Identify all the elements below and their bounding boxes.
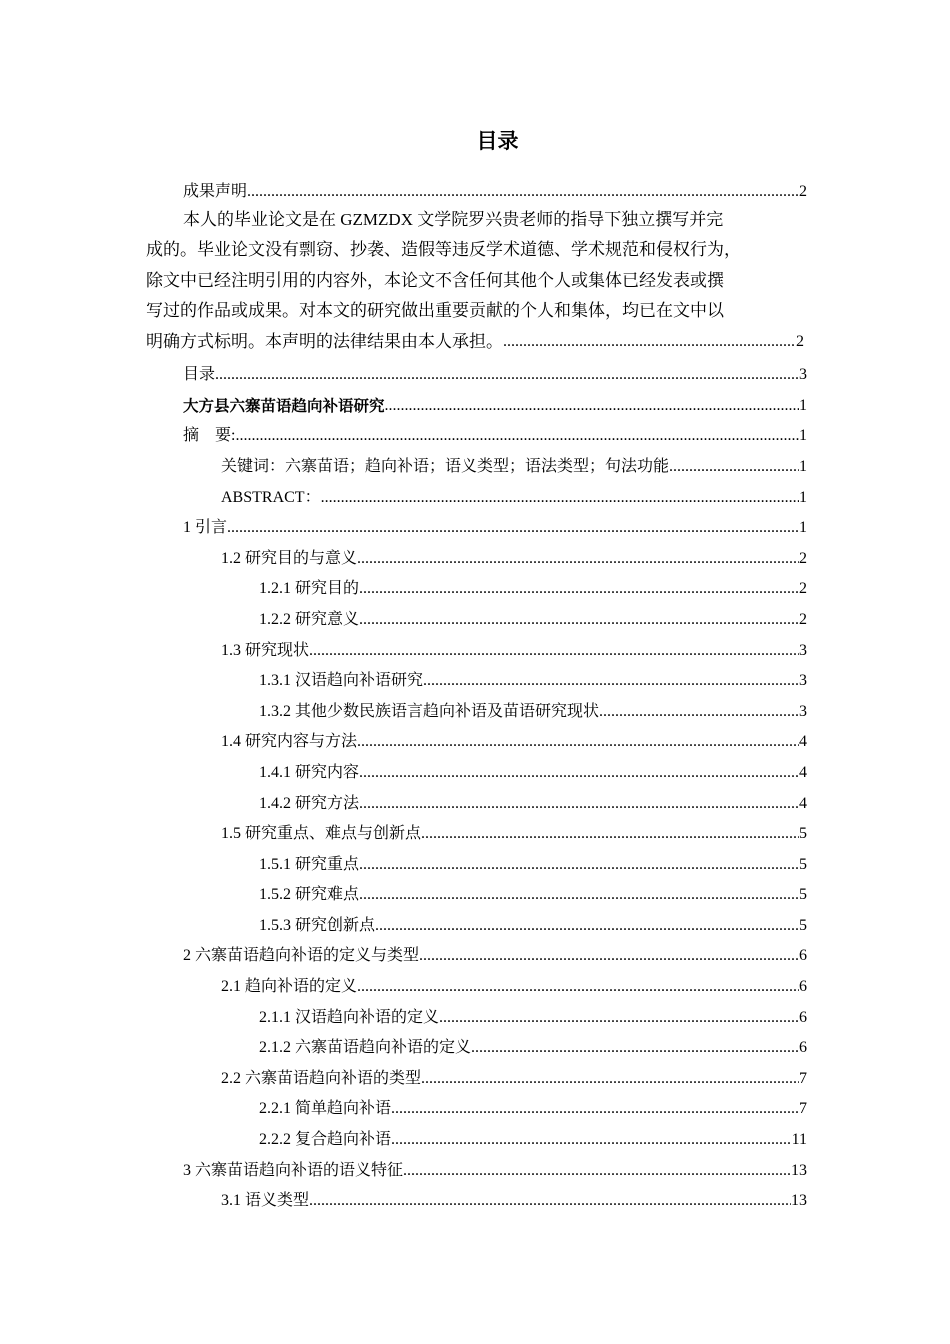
toc-entry-page: 4 [799, 733, 807, 751]
dot-leader [359, 609, 799, 631]
toc-entry[interactable] [0, 694, 950, 725]
toc-entry[interactable] [0, 602, 950, 633]
dot-leader [503, 327, 796, 358]
toc-entry[interactable] [0, 1000, 950, 1031]
dot-leader [321, 487, 799, 509]
toc-entry-statement[interactable] [0, 174, 950, 205]
toc-entry[interactable] [0, 633, 950, 664]
toc-entry-page: 11 [791, 1131, 807, 1149]
statement-text: 本人的毕业论文是在 GZMZDX 文学院罗兴贵老师的指导下独立撰写并完 [183, 209, 724, 229]
toc-entry-page: 1 [799, 488, 807, 506]
statement-text: 明确方式标明。本声明的法律结果由本人承担。 [146, 331, 503, 351]
toc-entry-page: 6 [799, 1008, 807, 1026]
toc-entry-page: 13 [791, 1161, 807, 1179]
toc-entry[interactable] [0, 847, 950, 878]
dot-leader [669, 456, 799, 478]
toc-entry-label: 1.4.2 研究方法 [259, 794, 360, 812]
toc-entry-label: 大方县六寨苗语趋向补语研究 [183, 396, 385, 415]
toc-entry[interactable] [0, 786, 950, 817]
toc-entry-label: 1.5.3 研究创新点 [259, 916, 376, 934]
statement-text: 成的。毕业论文没有剽窃、抄袭、造假等违反学术道德、学术规范和侵权行为， [146, 240, 741, 260]
toc-entry[interactable] [0, 1122, 950, 1153]
toc-entry-label: 2.2 六寨苗语趋向补语的类型 [221, 1069, 422, 1087]
dot-leader [419, 945, 799, 967]
statement-text: 除文中已经注明引用的内容外，本论文不含任何其他个人或集体已经发表或撰 [146, 270, 724, 290]
statement-line [146, 296, 807, 327]
toc-entry-label: 2.1.2 六寨苗语趋向补语的定义 [259, 1039, 472, 1057]
toc-entry-label: 目录 [183, 366, 216, 384]
toc-entry[interactable] [0, 449, 950, 480]
dot-leader [359, 578, 799, 600]
toc-entry[interactable] [0, 541, 950, 572]
toc-entry-page: 4 [799, 763, 807, 781]
toc-entry[interactable] [0, 1031, 950, 1062]
dot-leader [423, 670, 799, 692]
dot-leader [359, 884, 799, 906]
toc-entry-page: 5 [799, 916, 807, 934]
toc-entry[interactable] [0, 419, 950, 450]
toc-entry[interactable] [0, 908, 950, 939]
toc-entry-label: 2.2.2 复合趋向补语 [259, 1131, 392, 1149]
table-of-contents [0, 174, 950, 205]
statement-line [146, 266, 807, 297]
toc-entry[interactable] [0, 358, 950, 389]
toc-entry-page: 13 [791, 1192, 807, 1210]
toc-entry-page: 3 [799, 366, 807, 384]
dot-leader [215, 364, 799, 386]
toc-entry-label: 3.1 语义类型 [221, 1192, 310, 1210]
toc-entry-page: 6 [799, 1039, 807, 1057]
toc-entry-label: 2.1.1 汉语趋向补语的定义 [259, 1008, 440, 1026]
toc-entry[interactable] [0, 969, 950, 1000]
toc-entry-label: 1.4 研究内容与方法 [221, 733, 358, 751]
toc-entry-page: 1 [799, 519, 807, 537]
statement-paragraph [146, 205, 807, 358]
toc-entry[interactable] [0, 1153, 950, 1184]
toc-entry[interactable] [0, 755, 950, 786]
toc-entry-label: 3 六寨苗语趋向补语的语义特征 [183, 1161, 404, 1179]
toc-entry-page: 5 [799, 855, 807, 873]
toc-entry-label: 1.2.1 研究目的 [259, 580, 360, 598]
toc-entry[interactable] [0, 817, 950, 848]
page-title: 目录 [476, 129, 519, 153]
dot-leader [421, 823, 799, 845]
dot-leader [421, 1068, 799, 1090]
toc-entry[interactable] [0, 511, 950, 542]
toc-entry[interactable] [0, 664, 950, 695]
toc-entry-label: 1.2 研究目的与意义 [221, 549, 358, 567]
statement-text: 写过的作品或成果。对本文的研究做出重要贡献的个人和集体，均已在文中以 [146, 301, 724, 321]
dot-leader [227, 517, 799, 539]
toc-entry-label: 关键词：六寨苗语；趋向补语；语义类型；语法类型；句法功能 [221, 457, 670, 475]
toc-entry-label: 1.3 研究现状 [221, 641, 310, 659]
toc-entry-page: 6 [799, 947, 807, 965]
toc-entry-page: 7 [799, 1100, 807, 1118]
toc-entry-label: 1.5 研究重点、难点与创新点 [221, 825, 422, 843]
toc-entry-page: 2 [799, 549, 807, 567]
toc-entry-page: 3 [799, 702, 807, 720]
toc-entry-label: 2.2.1 简单趋向补语 [259, 1100, 392, 1118]
toc-entry-page: 5 [799, 825, 807, 843]
dot-leader [247, 181, 799, 203]
dot-leader [439, 1007, 799, 1029]
statement-line [146, 235, 807, 266]
toc-entry[interactable] [0, 939, 950, 970]
toc-entry-page: 2 [799, 182, 807, 200]
toc-entry[interactable] [0, 480, 950, 511]
toc-entry-label: 1 引言 [183, 519, 228, 537]
dot-leader [375, 915, 799, 937]
toc-entry-page: 2 [799, 610, 807, 628]
dot-leader [359, 762, 799, 784]
dot-leader [309, 640, 799, 662]
dot-leader [471, 1037, 799, 1059]
dot-leader [385, 395, 799, 417]
toc-entry[interactable] [0, 725, 950, 756]
toc-entry-page: 3 [799, 672, 807, 690]
toc-entry-page: 1 [799, 396, 807, 414]
toc-entry-label: 1.3.1 汉语趋向补语研究 [259, 672, 424, 690]
dot-leader [359, 793, 799, 815]
toc-entry-label: 摘 要: [183, 427, 236, 445]
toc-entry[interactable] [0, 878, 950, 909]
toc-entry-label: 成果声明 [183, 182, 248, 200]
toc-entry-page: 1 [799, 427, 807, 445]
dot-leader [357, 548, 799, 570]
toc-entry[interactable] [0, 1061, 950, 1092]
toc-entry-label: 1.5.1 研究重点 [259, 855, 360, 873]
dot-leader [357, 731, 799, 753]
toc-entry-page: 5 [799, 886, 807, 904]
dot-leader [599, 701, 799, 723]
toc-entry-label: 1.3.2 其他少数民族语言趋向补语及苗语研究现状 [259, 702, 600, 720]
toc-entry-label: 1.2.2 研究意义 [259, 610, 360, 628]
toc-entry-page: 4 [799, 794, 807, 812]
table-of-contents-entries [0, 358, 950, 1215]
dot-leader [391, 1129, 792, 1151]
toc-entry-page: 3 [799, 641, 807, 659]
toc-entry-label: 1.4.1 研究内容 [259, 763, 360, 781]
toc-entry-page: 1 [799, 457, 807, 475]
dot-leader [391, 1098, 799, 1120]
dot-leader [235, 425, 799, 447]
toc-entry-label: ABSTRACT： [221, 488, 321, 506]
dot-leader [357, 976, 799, 998]
dot-leader [359, 854, 799, 876]
toc-entry[interactable] [0, 388, 950, 419]
statement-line-last[interactable] [146, 327, 807, 358]
dot-leader [403, 1160, 791, 1182]
dot-leader [309, 1190, 791, 1212]
toc-entry[interactable] [0, 1184, 950, 1215]
toc-entry-page: 2 [796, 332, 804, 350]
toc-entry-page: 6 [799, 978, 807, 996]
toc-entry-page: 7 [799, 1069, 807, 1087]
toc-entry-label: 1.5.2 研究难点 [259, 886, 360, 904]
toc-entry[interactable] [0, 1092, 950, 1123]
toc-entry-label: 2.1 趋向补语的定义 [221, 978, 358, 996]
toc-entry[interactable] [0, 572, 950, 603]
toc-entry-label: 2 六寨苗语趋向补语的定义与类型 [183, 947, 420, 965]
toc-entry-page: 2 [799, 580, 807, 598]
statement-line [146, 205, 807, 236]
